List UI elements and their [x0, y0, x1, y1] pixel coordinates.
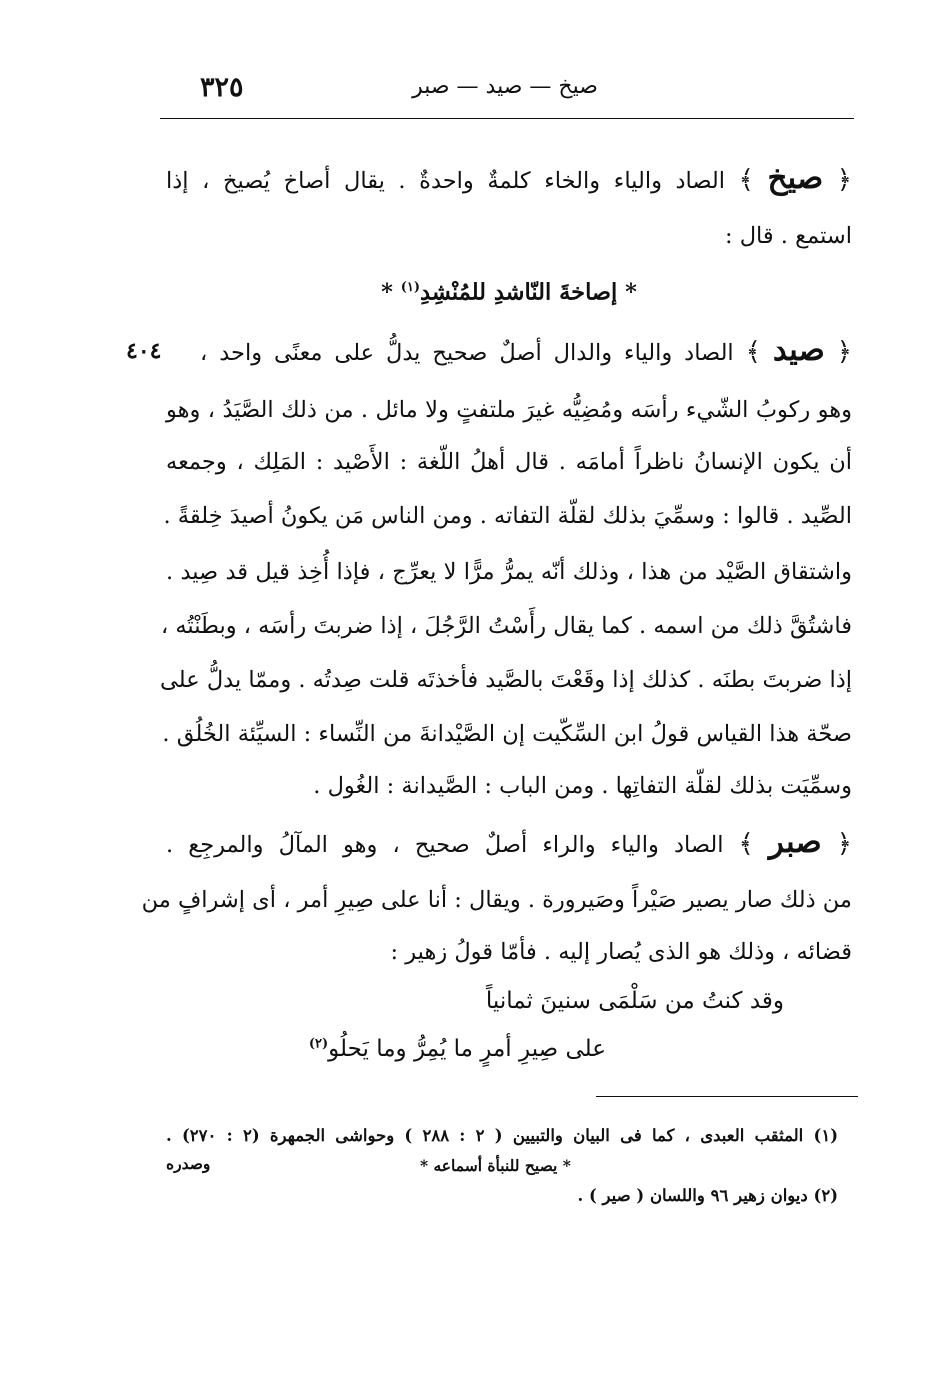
footnote-1-verse: * يصيح للنبأة أسماعه * — [420, 1156, 571, 1175]
footnote-ref-2: (٢) — [308, 1036, 329, 1052]
entry-sayikh-verse — [166, 268, 852, 313]
entry-text: الصاد والياء والراء أصلٌ صحيح ، وهو المآلُ والمرجِع . — [166, 832, 724, 858]
header-rule — [160, 118, 854, 119]
entry-open-bracket: ﴿ — [836, 165, 853, 195]
poem-verse-1: وقد كنتُ من سَلْمَى سنينَ ثمانياً — [485, 988, 784, 1014]
entry-sayd-line: واشتقاق الصَّيْد من هذا ، وذلك أنّه يمرُّ مرًّا لا يعرِّج ، فإذا أُخِذ قيل قد صِيد . — [166, 559, 852, 585]
entry-sabr-line: قضائه ، وذلك هو الذى يُصار إليه . فأمّا قولُ زهير : — [390, 939, 852, 965]
footnote-ref-1: (١) — [400, 280, 421, 295]
entry-text: الصاد والياء والخاء كلمةٌ واحدةٌ . يقال أصاخ يُصيخ ، إذا — [166, 168, 726, 194]
entry-text: الصاد والياء والدال أصلٌ صحيح يدلُّ على معنًى واحد ، — [200, 340, 734, 366]
entry-sayikh-line-2: استمع . قال : — [724, 223, 852, 249]
entry-headword: صيخ — [767, 160, 824, 196]
entry-close-bracket: ﴾ — [738, 165, 754, 195]
entry-sayd-line: فاشتُقَّ ذلك من اسمه . كما يقال رأَسْتُ الرَّجُلَ ، إذا ضربتَ رأسَه ، وبطَنْتُه ، — [160, 613, 852, 639]
page-number: ٣٢٥ — [200, 72, 244, 103]
entry-close-bracket: ﴾ — [745, 337, 761, 367]
entry-sayd-line: إذا ضربتَ بطنَه . كذلك إذا وقَعْتَ بالصَّيد فأخذتَه قلت صِدتُه . وممّا يدلُّ على — [160, 667, 852, 693]
entry-sayd-line: وهو ركوبُ الشّيء رأسَه ومُضِيُّه غيرَ ملتفتٍ ولا مائل . من ذلك الصَّيَدُ ، وهو — [166, 397, 852, 423]
running-head: صيخ — صيد — صبر — [412, 74, 598, 99]
footnote-rule — [596, 1096, 858, 1097]
page-header — [160, 72, 850, 116]
footnote-1: (١) المثقب العبدى ، كما فى البيان والتبيين ( ٢ : ٢٨٨ ) وحواشى الجمهرة (٢ : ٢٧٠) . — [166, 1126, 838, 1145]
footnote-2: (٢) ديوان زهير ٩٦ واللسان ( صير ) . — [577, 1186, 838, 1205]
entry-sayd-line: صحّة هذا القياس قولُ ابن السِّكّيت إن الصَّيْدانةَ من النِّساء : السيِّئة الخُلُق . — [162, 721, 852, 747]
margin-number: ٤٠٤ — [126, 338, 162, 364]
verse-end-mark: * — [381, 279, 393, 306]
entry-headword: صيد — [772, 332, 825, 368]
poem-verse-2 — [309, 1036, 606, 1062]
entry-sabr-line-1 — [166, 822, 852, 865]
entry-open-bracket: ﴿ — [836, 337, 853, 367]
entry-close-bracket: ﴾ — [738, 829, 754, 859]
entry-open-bracket: ﴿ — [836, 829, 852, 859]
verse-text: على صِيرِ أمرٍ ما يُمِرُّ وما يَحلُو — [328, 1036, 606, 1062]
entry-sayd-line: وسمِّيَت بذلك لقلّة التفاتِها . ومن الباب : الصَّيدانة : الغُول . — [313, 773, 852, 799]
entry-sayikh-line-1 — [166, 158, 852, 201]
entry-headword: صبر — [768, 824, 822, 860]
footnote-1-label: وصدره — [166, 1154, 211, 1173]
entry-sabr-line: من ذلك صار يصير صَيْراً وصَيرورة . ويقال : أنا على صِيرِ أمر ، أى إشرافٍ من — [141, 887, 852, 913]
verse-text: * إصاخةَ النّاشدِ للمُنْشِدِ — [420, 279, 637, 306]
entry-sayd-line-1 — [200, 330, 852, 373]
entry-sayd-line: أن يكون الإنسانُ ناظراً أمامَه . قال أهلُ اللّغة : الأَصْيد : المَلِك ، وجمعه — [166, 449, 852, 475]
entry-sayd-line: الصِّيد . قالوا : وسمِّيَ بذلك لقلّة التفاته . ومن الناس مَن يكونُ أصيدَ خِلقةً . — [163, 503, 852, 529]
